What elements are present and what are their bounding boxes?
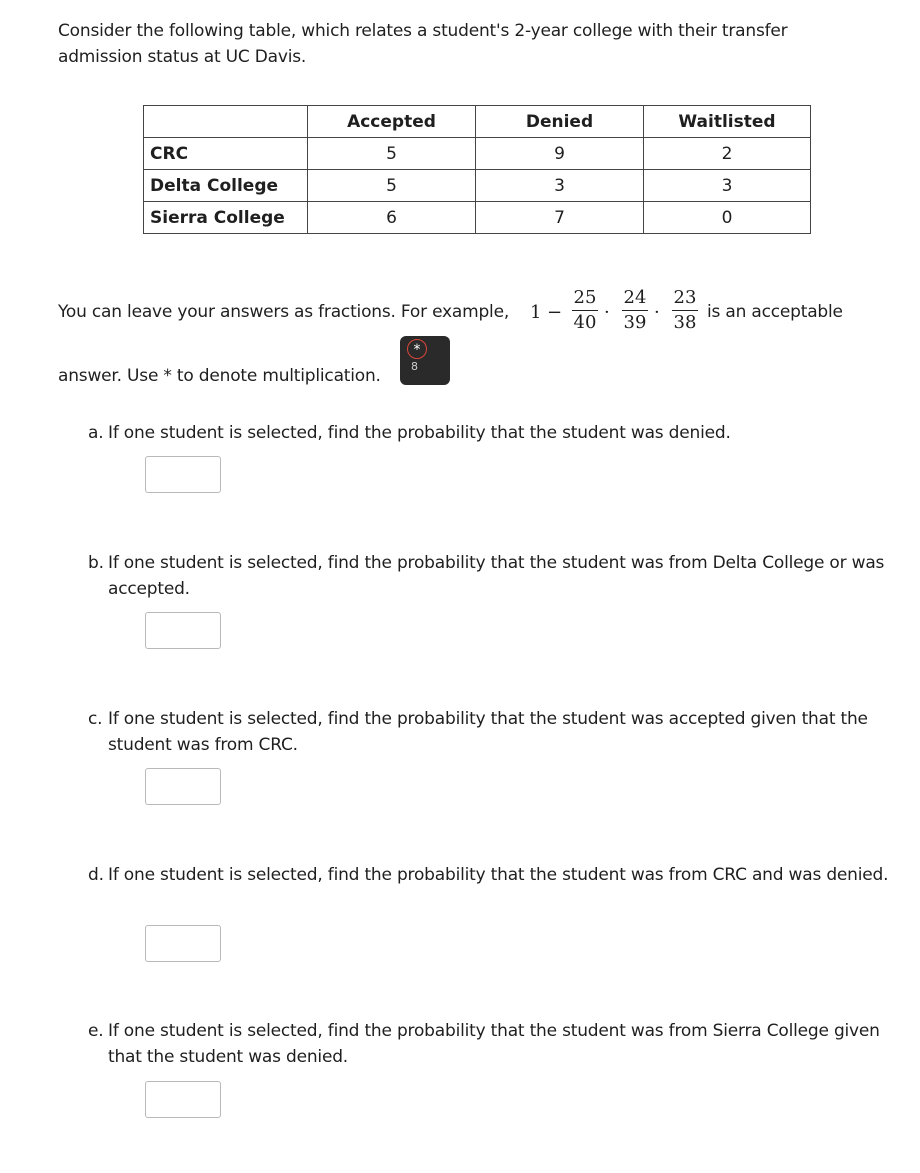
row-header-sierra-college: Sierra College [144,202,308,234]
example-whole-number: 1 [530,302,542,323]
fraction-numerator: 25 [573,287,597,308]
fraction-denominator: 40 [573,312,597,333]
example-dot-operator: · [604,302,610,323]
cell-sierra-denied: 7 [476,202,644,234]
example-fraction-2 [622,286,648,335]
column-header-accepted: Accepted [308,106,476,138]
fraction-instructions [58,286,908,342]
cell-delta-accepted: 5 [308,170,476,202]
table-row [144,138,811,170]
question-text: If one student is selected, find the probability that the student was accepted given that the student was from CRC. [108,709,868,755]
keycap-digit: 8 [411,360,418,373]
question-label: c. [88,709,103,729]
question-label: a. [88,423,104,443]
table-row [144,202,811,234]
fraction-denominator: 38 [673,312,697,333]
example-dot-operator: · [654,302,660,323]
example-fraction-1 [572,286,598,335]
row-header-delta-college: Delta College [144,170,308,202]
instructions-trail-text: is an acceptable [707,302,843,322]
asterisk-symbol: * [407,339,427,359]
answer-input-d[interactable] [145,925,221,962]
answer-input-e[interactable] [145,1081,221,1118]
question-label: e. [88,1021,104,1041]
example-expression [58,286,708,342]
table-header-row [144,106,811,138]
question-a [88,420,898,446]
asterisk-key-icon [400,336,450,385]
question-text: If one student is selected, find the probability that the student was from Sierra College given that the student was denied. [108,1021,880,1067]
fraction-numerator: 24 [623,287,647,308]
question-d [88,862,898,888]
cell-sierra-accepted: 6 [308,202,476,234]
college-admission-table [143,105,811,234]
answer-input-a[interactable] [145,456,221,493]
question-b [88,550,898,602]
table-corner-header [144,106,308,138]
question-label: d. [88,865,104,885]
intro-text: Consider the following table, which relates a student's 2-year college with their transfer admission status at UC Davis. [58,21,788,67]
column-header-denied: Denied [476,106,644,138]
answer-input-c[interactable] [145,768,221,805]
cell-delta-waitlisted: 3 [644,170,811,202]
question-e [88,1018,898,1070]
example-fraction-3 [672,286,698,335]
question-text: If one student is selected, find the probability that the student was from CRC and was denied. [108,865,889,885]
table-row [144,170,811,202]
question-text: If one student is selected, find the probability that the student was from Delta College or was accepted. [108,553,885,599]
question-text: If one student is selected, find the probability that the student was denied. [108,423,731,443]
cell-sierra-waitlisted: 0 [644,202,811,234]
fraction-denominator: 39 [623,312,647,333]
multiplication-note: answer. Use * to denote multiplication. [58,366,381,386]
question-c [88,706,898,758]
fraction-numerator: 23 [673,287,697,308]
question-label: b. [88,553,104,573]
cell-crc-accepted: 5 [308,138,476,170]
answer-input-b[interactable] [145,612,221,649]
row-header-crc: CRC [144,138,308,170]
cell-delta-denied: 3 [476,170,644,202]
cell-crc-waitlisted: 2 [644,138,811,170]
column-header-waitlisted: Waitlisted [644,106,811,138]
example-minus-sign: − [547,302,563,323]
instructions-lead-text: You can leave your answers as fractions. For example, [58,302,510,322]
cell-crc-denied: 9 [476,138,644,170]
